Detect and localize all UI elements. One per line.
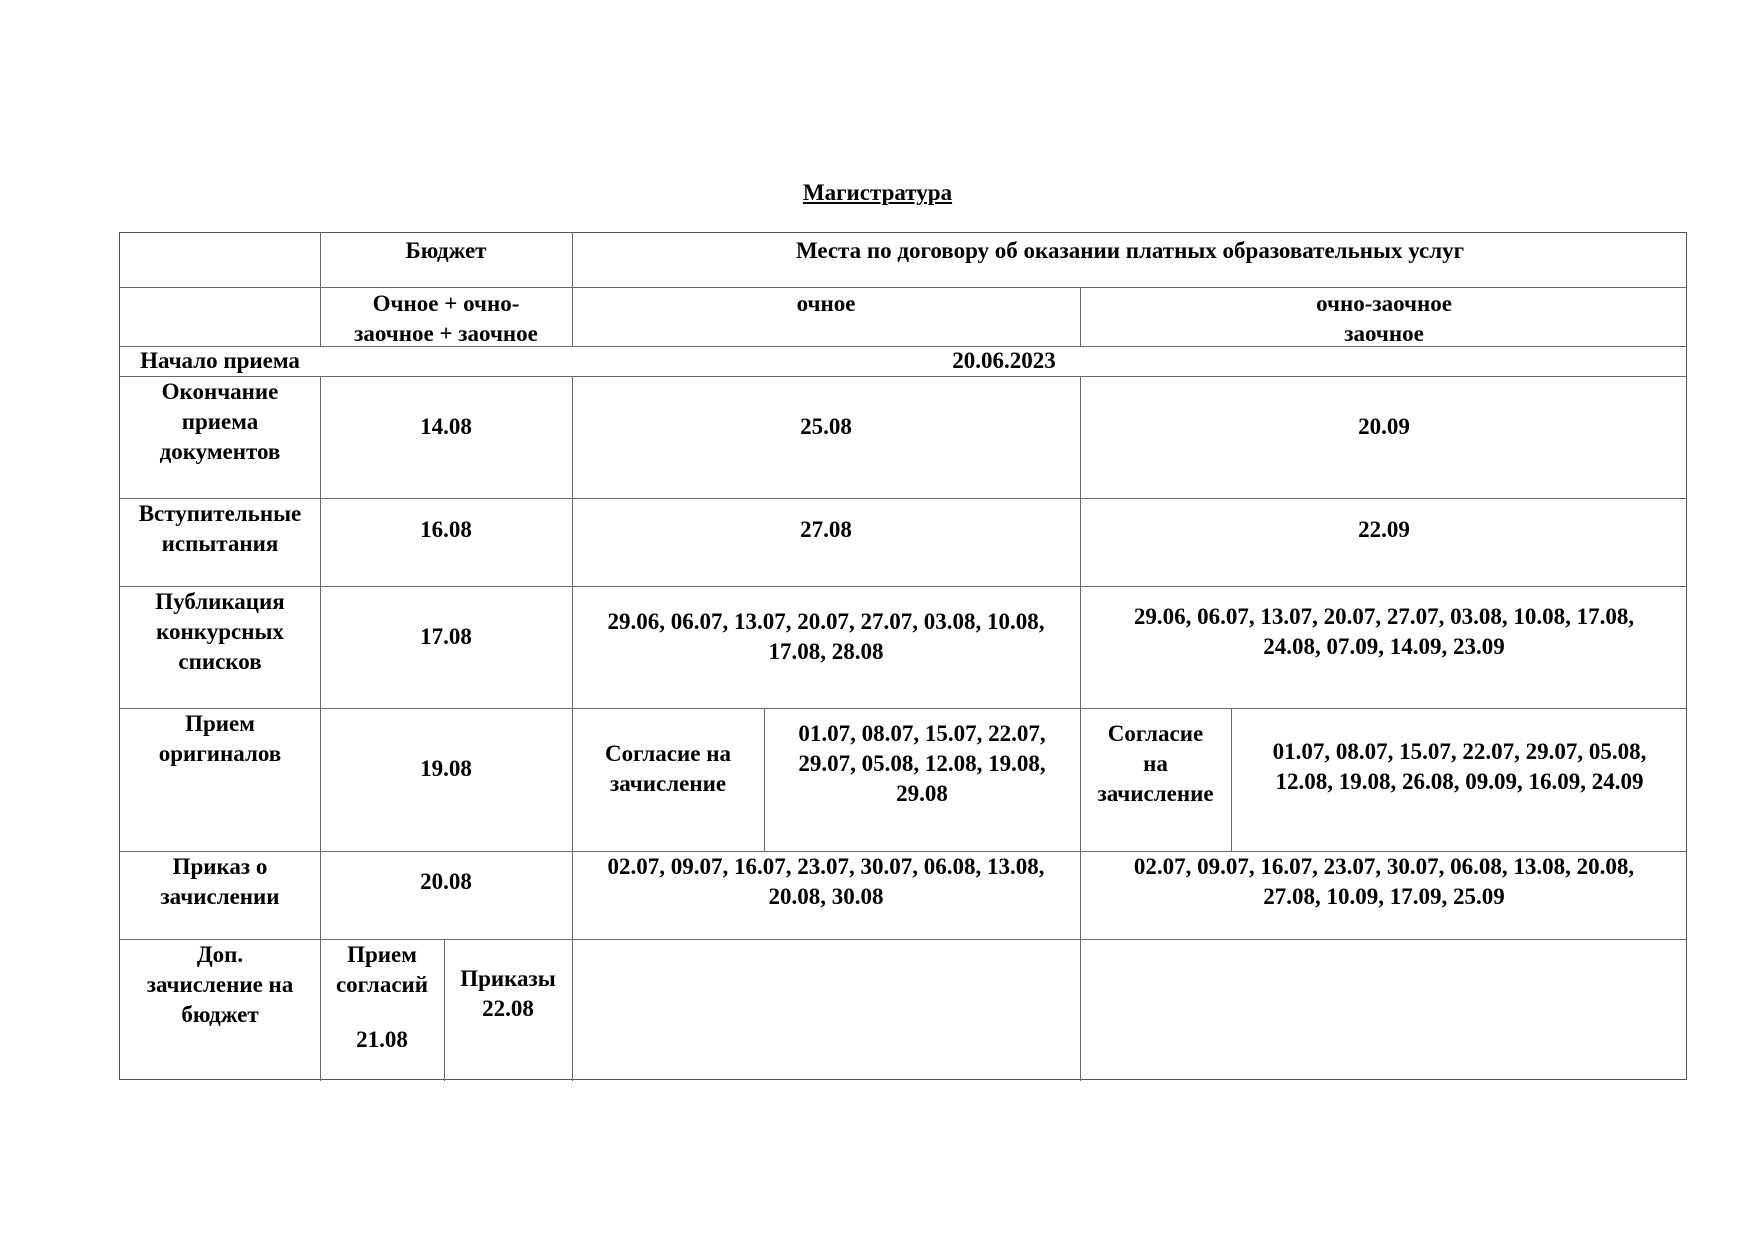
header-full-time: очное <box>796 291 856 316</box>
originals-full-time-consent-label: Согласие на зачисление <box>605 741 731 796</box>
originals-part-time-dates: 01.07, 08.07, 15.07, 22.07, 29.07, 05.08, 12.08, 19.08, 26.08, 09.09, 16.09, 24.09 <box>1272 739 1647 794</box>
docs-end-full-time: 25.08 <box>800 414 852 439</box>
originals-budget: 19.08 <box>420 756 472 781</box>
exams-full-time: 27.08 <box>800 517 852 542</box>
extra-consents-label: Прием согласий <box>335 942 429 997</box>
row-label-originals: Прием оригиналов <box>158 711 282 766</box>
exams-part-time: 22.09 <box>1358 517 1410 542</box>
extra-consents-date: 21.08 <box>356 1027 408 1052</box>
header-budget-forms: Очное + очно- заочное + заочное <box>354 291 538 346</box>
order-part-time: 02.07, 09.07, 16.07, 23.07, 30.07, 06.08, 13.08, 20.08, 27.08, 10.09, 17.09, 25.09 <box>1133 854 1635 909</box>
start-date: 20.06.2023 <box>952 348 1056 373</box>
row-label-docs-end: Окончание приема документов <box>159 379 281 464</box>
originals-full-time-dates: 01.07, 08.07, 15.07, 22.07, 29.07, 05.08, 12.08, 19.08, 29.08 <box>798 721 1046 806</box>
order-full-time: 02.07, 09.07, 16.07, 23.07, 30.07, 06.08, 13.08, 20.08, 30.08 <box>607 854 1045 909</box>
row-label-extra-enrollment: Доп. зачисление на бюджет <box>146 942 294 1027</box>
row-divider <box>120 287 1686 288</box>
row-label-lists: Публикация конкурсных списков <box>155 589 285 674</box>
row-label-start: Начало приема <box>140 348 300 373</box>
header-paid-places: Места по договору об оказании платных образовательных услуг <box>795 238 1465 263</box>
lists-budget: 17.08 <box>420 624 472 649</box>
header-budget: Бюджет <box>405 238 487 263</box>
row-label-order: Приказ о зачислении <box>160 854 280 909</box>
document-title: Магистратура <box>802 180 953 205</box>
docs-end-part-time: 20.09 <box>1358 414 1410 439</box>
row-label-exams: Вступительные испытания <box>138 501 302 556</box>
docs-end-budget: 14.08 <box>420 414 472 439</box>
exams-budget: 16.08 <box>420 517 472 542</box>
header-part-time: очно-заочное заочное <box>1316 291 1452 346</box>
admission-schedule-table <box>119 232 1687 1080</box>
extra-orders: Приказы 22.08 <box>460 966 556 1021</box>
originals-part-time-consent-label: Согласие на зачисление <box>1097 721 1214 806</box>
order-budget: 20.08 <box>420 869 472 894</box>
lists-part-time: 29.06, 06.07, 13.07, 20.07, 27.07, 03.08, 10.08, 17.08, 24.08, 07.09, 14.09, 23.09 <box>1133 604 1635 659</box>
lists-full-time: 29.06, 06.07, 13.07, 20.07, 27.07, 03.08, 10.08, 17.08, 28.08 <box>607 609 1045 664</box>
